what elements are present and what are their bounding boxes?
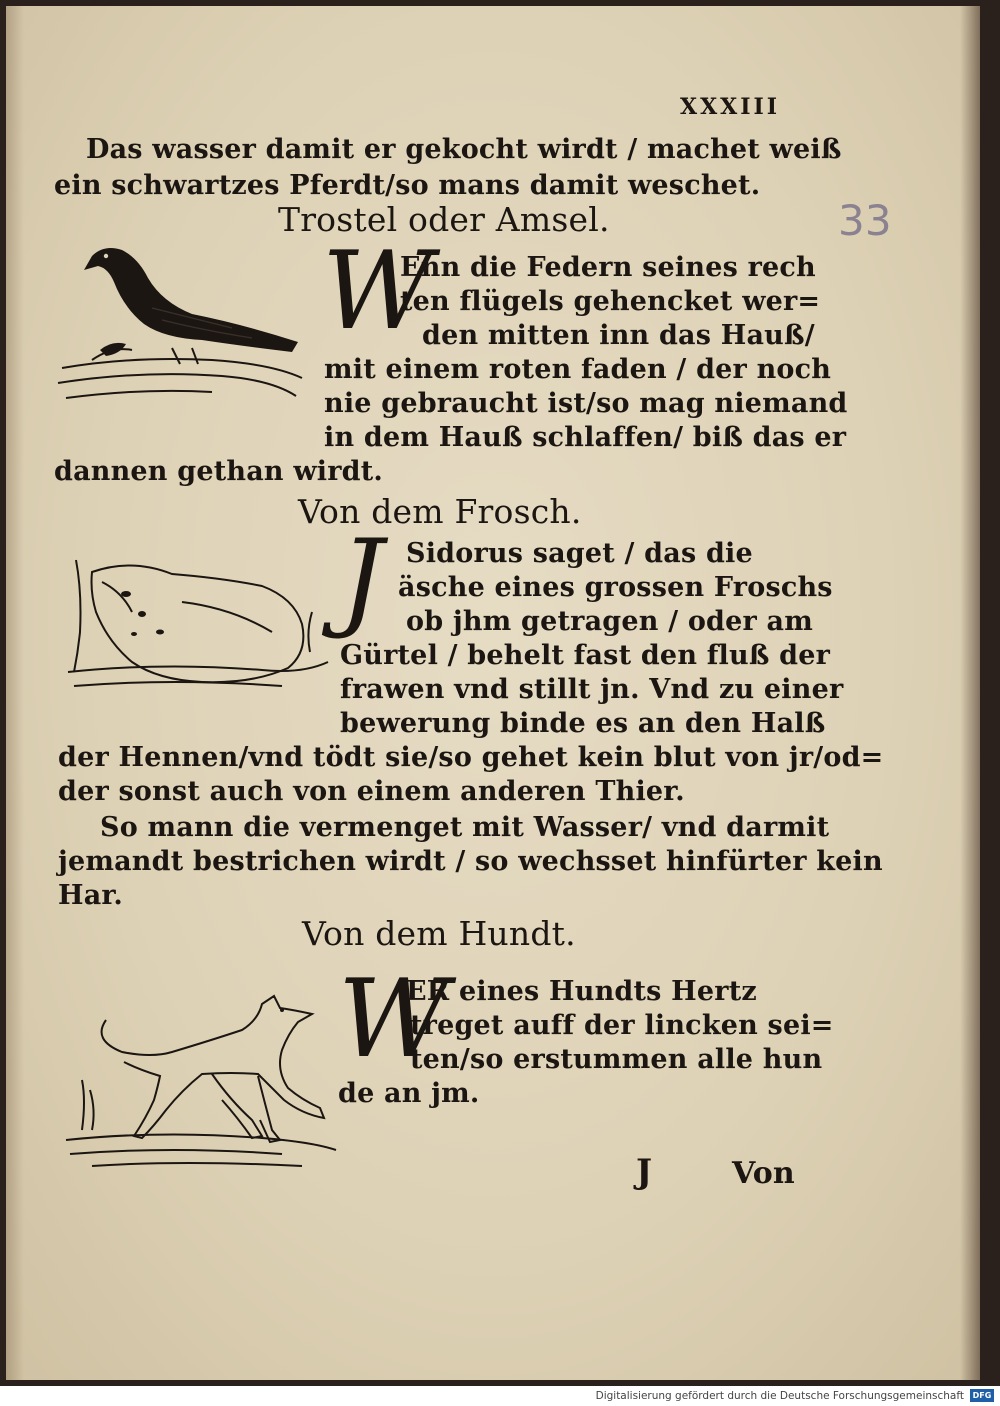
text-line: der sonst auch von einem anderen Thier. bbox=[58, 776, 685, 807]
initial-letter: J bbox=[340, 517, 384, 642]
text-line: dannen gethan wirdt. bbox=[54, 456, 384, 487]
section-heading: Von dem Hundt. bbox=[302, 914, 576, 953]
text-line: ten flügels gehencket wer= bbox=[400, 286, 821, 317]
blackbird-woodcut bbox=[52, 238, 306, 412]
text-line: Das wasser damit er gekocht wirdt / machet weiß bbox=[86, 134, 842, 165]
catchword: Von bbox=[732, 1156, 795, 1191]
text-line: de an jm. bbox=[338, 1078, 480, 1109]
initial-letter: W bbox=[322, 229, 434, 354]
text-line: treget auff der lincken sei= bbox=[410, 1010, 834, 1041]
text-line: bewerung binde es an den Halß bbox=[340, 708, 826, 739]
spine-shadow bbox=[960, 6, 980, 1380]
footer-text: Digitalisierung gefördert durch die Deutsche Forschungsgemeinschaft bbox=[595, 1390, 964, 1402]
text-line: nie gebraucht ist/so mag niemand bbox=[324, 388, 848, 419]
text-line: frawen vnd stillt jn. Vnd zu einer bbox=[340, 674, 844, 705]
text-line: äsche eines grossen Froschs bbox=[398, 572, 833, 603]
text-line: ER eines Hundts Hertz bbox=[406, 976, 757, 1007]
section-heading: Von dem Frosch. bbox=[298, 492, 582, 531]
text-line: ein schwartzes Pferdt/so mans damit weschet. bbox=[54, 170, 761, 201]
text-line: der Hennen/vnd tödt sie/so gehet kein blut von jr/od= bbox=[58, 742, 884, 773]
initial-letter: W bbox=[338, 957, 450, 1082]
text-line: den mitten inn das Hauß/ bbox=[422, 320, 815, 351]
text-line: Enn die Federn seines rech bbox=[400, 252, 816, 283]
text-line: Har. bbox=[58, 880, 123, 911]
text-line: Sidorus saget / das die bbox=[406, 538, 753, 569]
folio-number: XXXIII bbox=[680, 94, 781, 120]
digitization-footer bbox=[0, 1386, 1000, 1406]
page-edge-shadow bbox=[6, 6, 24, 1380]
frog-woodcut bbox=[62, 552, 332, 702]
text-line: Gürtel / behelt fast den fluß der bbox=[340, 640, 831, 671]
signature-mark: J bbox=[636, 1152, 653, 1192]
dfg-logo: DFG bbox=[970, 1389, 994, 1402]
text-line: mit einem roten faden / der noch bbox=[324, 354, 832, 385]
text-line: jemandt bestrichen wirdt / so wechsset hinfürter kein bbox=[58, 846, 883, 877]
section-heading: Trostel oder Amsel. bbox=[278, 200, 610, 239]
dog-woodcut bbox=[62, 990, 338, 1172]
text-line: in dem Hauß schlaffen/ biß das er bbox=[324, 422, 847, 453]
text-line: So mann die vermenget mit Wasser/ vnd darmit bbox=[100, 812, 830, 843]
text-line: ob jhm getragen / oder am bbox=[406, 606, 814, 637]
text-line: ten/so erstummen alle hun bbox=[410, 1044, 823, 1075]
margin-note: 33 bbox=[838, 196, 892, 245]
